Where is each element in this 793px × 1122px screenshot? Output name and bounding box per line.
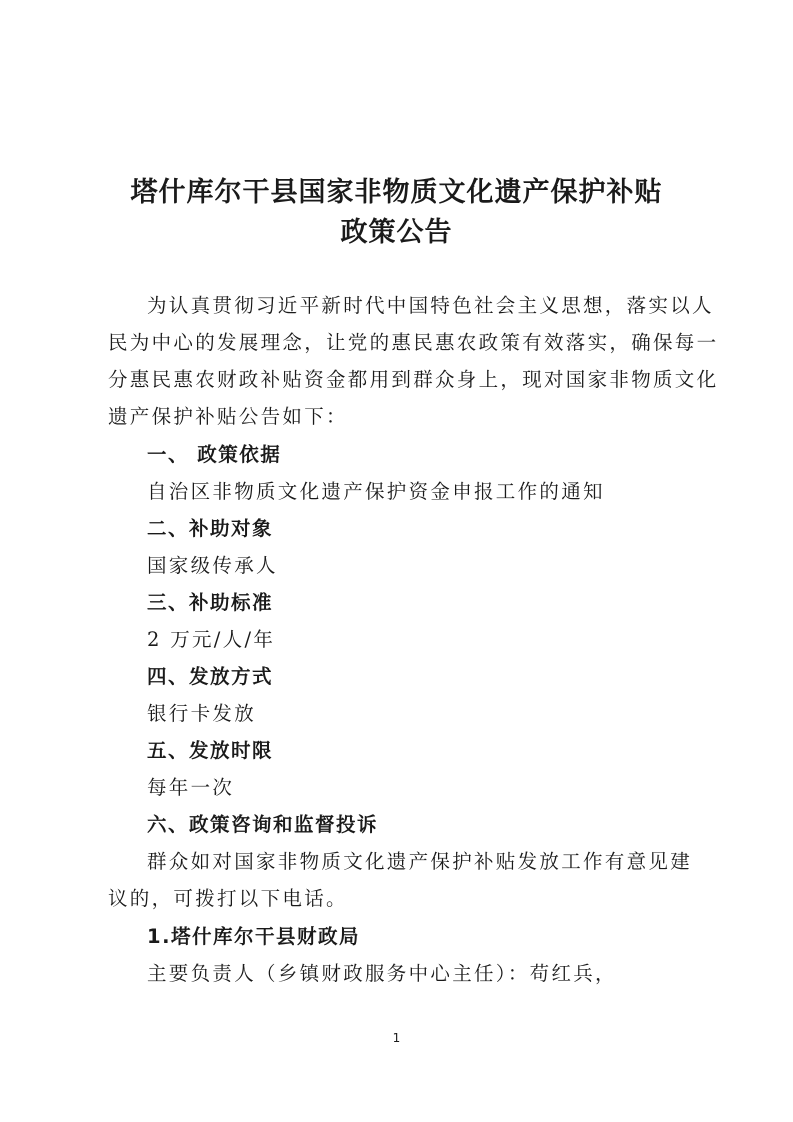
- section-text-subsidy-standard: 2 万元/人/年: [147, 628, 276, 651]
- contact-text-responsible-person: 主要负责人（乡镇财政服务中心主任）：苟红兵，: [147, 962, 617, 985]
- page-number: 1: [392, 1031, 401, 1045]
- intro-line-2: 民为中心的发展理念，让党的惠民惠农政策有效落实，确保每一: [108, 331, 719, 354]
- section-text-payment-period: 每年一次: [147, 776, 235, 799]
- section-heading-subsidy-standard: 三、补助标准: [147, 591, 274, 614]
- section-text-consultation-line-1: 群众如对国家非物质文化遗产保护补贴发放工作有意见建: [147, 850, 693, 873]
- document-title-line-1: 塔什库尔干县国家非物质文化遗产保护补贴: [130, 177, 663, 208]
- document-title-line-2: 政策公告: [340, 217, 453, 248]
- section-heading-payment-period: 五、发放时限: [147, 739, 274, 762]
- intro-line-3: 分惠民惠农财政补贴资金都用到群众身上，现对国家非物质文化: [108, 368, 719, 391]
- section-heading-subsidy-target: 二、补助对象: [147, 517, 274, 540]
- intro-line-4: 遗产保护补贴公告如下：: [108, 405, 348, 428]
- section-heading-policy-basis: 一、 政策依据: [147, 443, 282, 466]
- section-text-policy-basis: 自治区非物质文化遗产保护资金申报工作的通知: [147, 480, 605, 503]
- section-heading-payment-method: 四、发放方式: [147, 665, 274, 688]
- section-text-payment-method: 银行卡发放: [147, 702, 257, 725]
- section-text-subsidy-target: 国家级传承人: [147, 554, 278, 577]
- contact-heading-finance-bureau: 1.塔什库尔干县财政局: [147, 925, 360, 948]
- intro-line-1: 为认真贯彻习近平新时代中国特色社会主义思想，落实以人: [147, 294, 714, 317]
- section-text-consultation-line-2: 议的，可拨打以下电话。: [108, 887, 348, 910]
- section-heading-consultation: 六、政策咨询和监督投诉: [147, 813, 379, 836]
